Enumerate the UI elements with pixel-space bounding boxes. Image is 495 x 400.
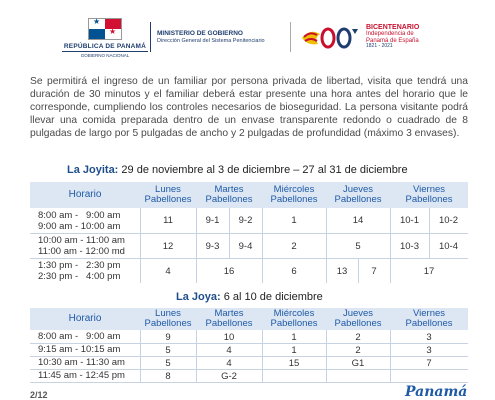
day-label: Jueves [342,184,374,195]
pab-label: Pabellones [205,318,253,329]
jueves-cell: 2 [355,344,361,356]
viernes-cell: 3 [426,344,432,356]
viernes-cell [390,370,468,382]
miercoles-cell: 2 [291,240,297,252]
column-divider [262,208,263,283]
martes-cell: G-2 [221,370,237,382]
pab-label: Pabellones [270,318,318,329]
time-cell [30,357,140,369]
jueves-cell: 7 [371,265,377,277]
time-range: 2:30 pm - 4:00 pm [38,271,121,282]
column-divider [262,330,263,382]
ministry-block [157,30,265,44]
joyita-dates: 29 de noviembre al 3 de diciembre – 27 al 31 de diciembre [118,164,408,176]
lunes-cell: 9 [165,331,171,343]
time-range: 10:00 am - 11:00 am [38,235,125,246]
lunes-cell: 5 [165,344,171,356]
table-row [30,344,468,356]
time-cell [30,208,140,233]
time-cell [30,259,140,283]
jueves-cell: 14 [352,215,364,226]
pab-label: Pabellones [334,194,382,205]
lunes-cell: 8 [165,370,171,382]
lunes-cell: 11 [163,215,173,226]
jueves-cell: G1 [351,357,365,369]
martes-cell: 4 [226,357,232,369]
martes-cell: 9-4 [238,240,253,252]
column-divider [326,208,327,283]
martes-cell: 16 [223,265,235,277]
day-label: Martes [214,308,244,319]
row-divider [30,382,468,383]
header-divider [150,22,151,52]
time-cell [30,234,140,258]
martes-cell: 9-1 [205,215,220,226]
day-label: Viernes [412,308,446,319]
miercoles-cell: 1 [291,344,297,356]
lunes-cell: 5 [165,357,171,369]
header-horario: Horario [68,313,102,324]
lunes-cell: 12 [162,240,174,252]
table-row [30,357,468,369]
miercoles-cell: 1 [291,215,297,226]
ministry-sub: Dirección General del Sistema Penitenciario [157,38,265,44]
joya-table-header [30,308,468,330]
time-range: 10:30 am - 11:30 am [38,357,125,368]
pab-label: Pabellones [334,318,382,329]
republic-sub: GOBIERNO NACIONAL [62,51,148,58]
time-range: 8:00 am - 9:00 am [38,209,121,221]
column-divider [140,330,141,382]
header-jueves [326,182,390,208]
ministry-title: MINISTERIO DE GOBIERNO [157,30,243,37]
martes-cell: 9-2 [238,215,253,226]
viernes-cell: 10-4 [438,240,458,252]
martes-cell: 10 [223,331,235,343]
pab-label: Pabellones [270,194,318,205]
jueves-cell [326,370,390,382]
day-label: Jueves [342,308,374,319]
table-row [30,208,468,233]
joya-dates: 6 al 10 de diciembre [220,291,323,303]
republic-logo [62,18,148,58]
column-divider [229,208,230,258]
joyita-title [67,164,408,176]
miercoles-cell: 1 [291,331,297,343]
viernes-cell: 3 [426,331,432,343]
lunes-cell: 4 [165,265,171,277]
table-row [30,370,468,382]
republic-name: REPÚBLICA DE PANAMÁ [63,43,147,50]
bicentenario-logo-icon [300,24,360,50]
time-cell [30,344,140,356]
panama-flag-icon [88,18,122,40]
day-label: Miércoles [273,184,315,195]
miercoles-cell: 15 [288,357,300,369]
time-range: 9:00 am - 10:00 am [38,220,121,232]
column-divider [196,208,197,283]
bicentenario-years: 1821 - 2021 [366,42,393,49]
header-viernes [390,308,468,330]
bicentenario-block [366,24,419,49]
miercoles-cell [262,370,326,382]
viernes-cell: 10-3 [399,240,419,252]
joyita-table-header [30,182,468,208]
bicentenario-line: Panamá de España [366,37,419,44]
pab-label: Pabellones [205,194,253,205]
time-range: 8:00 am - 9:00 am [38,331,121,342]
header-jueves [326,308,390,330]
header-miercoles [262,308,326,330]
pab-label: Pabellones [405,194,453,205]
bicentenario-title: BICENTENARIO [366,24,420,31]
joya-title [176,291,323,303]
column-divider [390,330,391,382]
table-row [30,331,468,343]
miercoles-cell: 6 [291,265,297,277]
martes-cell: 9-3 [205,240,220,252]
intro-paragraph: Se permitirá el ingreso de un familiar por persona privada de libertad, visita que tendrá una duración de 30 minutos y el familiar deberá estar presente una hora antes del horario que le corresponde, cumpliendo los controles necesarios de bioseguridad. La persona visitante podrá llevar una comida preparada dentro de un envase transparente redondo o cuadrado de 8 pulgadas de largo por 5 pulgadas de ancho y 2 pulgadas de profundidad (máximo 3 envases). [30,76,468,139]
jueves-cell: 5 [355,240,361,252]
time-range: 9:15 am - 10:15 am [38,344,121,355]
table-row [30,234,468,258]
viernes-cell: 7 [426,357,432,369]
header-miercoles [262,182,326,208]
day-label: Viernes [412,184,446,195]
column-divider [196,330,197,382]
pab-label: Pabellones [405,318,453,329]
jueves-cell: 13 [336,265,348,277]
jueves-cell: 2 [355,331,361,343]
pab-label: Pabellones [144,194,192,205]
header-martes [196,182,262,208]
time-cell [30,370,140,382]
time-cell [30,331,140,343]
page-number: 2/12 [30,390,48,400]
viernes-cell: 17 [423,265,435,277]
table-row [30,259,468,283]
day-label: Lunes [155,308,181,319]
column-divider [326,330,327,382]
header-lunes [140,182,196,208]
page-header [0,0,495,68]
header-lunes [140,308,196,330]
day-label: Miércoles [273,308,315,319]
joya-place: La Joya: [176,291,221,303]
column-divider [358,258,359,283]
time-range: 11:00 am - 12:00 md [38,246,125,257]
day-label: Lunes [155,184,181,195]
header-viernes [390,182,468,208]
joyita-place: La Joyita: [67,164,119,176]
header-horario: Horario [68,189,102,200]
time-range: 11:45 am - 12:45 pm [38,370,125,381]
martes-cell: 4 [226,344,232,356]
header-martes [196,308,262,330]
viernes-cell: 10-2 [438,215,458,226]
panama-logo: Panamá [405,384,468,400]
bicentenario-line: Independencia de [366,31,414,38]
time-range: 1:30 pm - 2:30 pm [38,260,121,271]
column-divider [140,208,141,283]
header-divider [290,22,291,52]
pab-label: Pabellones [144,318,192,329]
column-divider [429,208,430,258]
day-label: Martes [214,184,244,195]
column-divider [390,208,391,283]
viernes-cell: 10-1 [399,215,419,226]
